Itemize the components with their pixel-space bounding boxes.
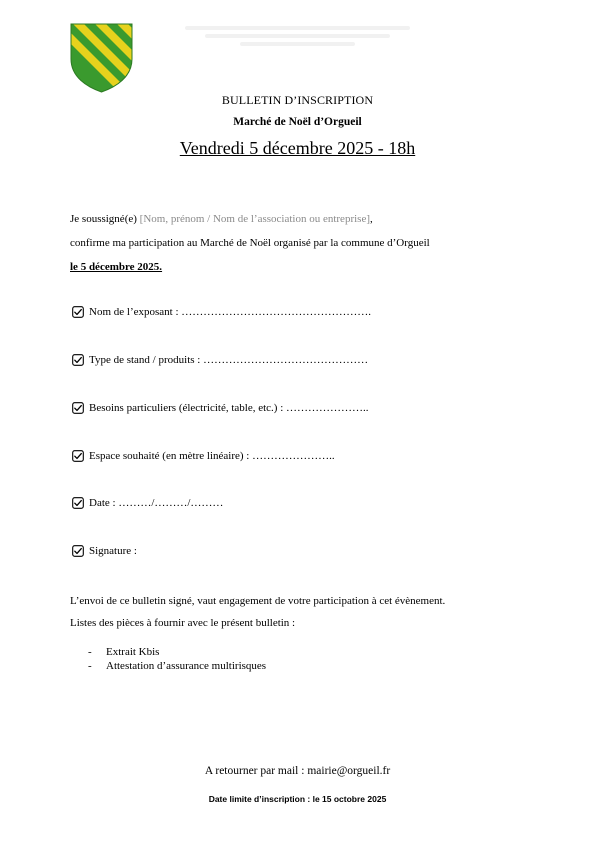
event-name: Marché de Noël d’Orgueil	[233, 116, 362, 128]
checked-box-icon[interactable]	[72, 354, 84, 366]
intro-date: le 5 décembre 2025.	[70, 261, 163, 273]
checked-box-icon[interactable]	[72, 450, 84, 462]
field-label: Besoins particuliers (électricité, table, etc.) : …………………..	[89, 402, 369, 414]
deadline-notice: Date limite d’inscription : le 15 octobre 2025	[208, 794, 387, 804]
intro-line-2: confirme ma participation au Marché de Noël organisé par la commune d’Orgueil	[70, 237, 430, 249]
closing-statement: L’envoi de ce bulletin signé, vaut engagement de votre participation à cet évènement.	[70, 595, 446, 607]
form-field-row	[72, 497, 223, 509]
list-item	[88, 659, 266, 673]
field-label: Signature :	[89, 545, 137, 557]
field-label: Nom de l’exposant : …………………………………………….	[89, 306, 372, 318]
event-date: Vendredi 5 décembre 2025 - 18h	[179, 138, 416, 158]
field-label: Type de stand / produits : ………………………………………	[89, 354, 369, 366]
pieces-heading: Listes des pièces à fournir avec le présent bulletin :	[70, 617, 296, 629]
form-field-row	[72, 545, 137, 557]
field-label: Espace souhaité (en mètre linéaire) : …………………..	[89, 450, 335, 462]
field-label: Date : ………/………/………	[89, 497, 224, 509]
intro-suffix: ,	[370, 213, 373, 225]
form-field-row	[72, 354, 368, 366]
coat-of-arms-icon	[70, 23, 133, 93]
form-field-row	[72, 450, 335, 462]
checked-box-icon[interactable]	[72, 497, 84, 509]
faded-letterhead	[185, 24, 410, 50]
checked-box-icon[interactable]	[72, 402, 84, 414]
list-item-text: Attestation d’assurance multirisques	[106, 660, 267, 672]
document-title: BULLETIN D’INSCRIPTION	[221, 93, 374, 107]
list-item	[88, 645, 266, 659]
intro-line-1	[70, 213, 373, 225]
list-bullet: -	[88, 660, 92, 672]
intro-prefix: Je soussigné(e)	[70, 213, 140, 225]
form-field-row	[72, 306, 371, 318]
checked-box-icon[interactable]	[72, 306, 84, 318]
pieces-list	[88, 645, 266, 673]
list-bullet: -	[88, 646, 92, 658]
checked-box-icon[interactable]	[72, 545, 84, 557]
name-placeholder[interactable]: [Nom, prénom / Nom de l’association ou entreprise]	[139, 213, 370, 225]
list-item-text: Extrait Kbis	[106, 646, 160, 658]
form-field-row	[72, 402, 369, 414]
return-instructions: A retourner par mail : mairie@orgueil.fr	[204, 765, 391, 777]
